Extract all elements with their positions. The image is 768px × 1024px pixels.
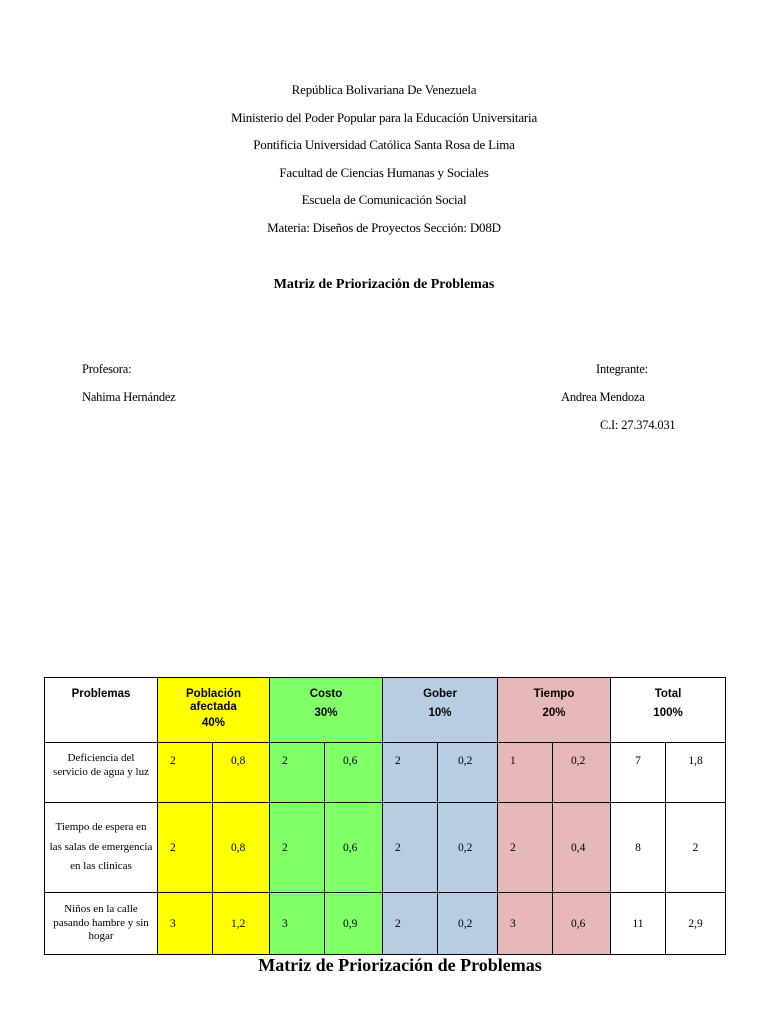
header-line-faculty: Facultad de Ciencias Humanas y Sociales (279, 164, 489, 180)
value-cell: 1,8 (666, 743, 726, 803)
priority-matrix-table (44, 677, 726, 955)
value-cell: 2 (383, 803, 438, 893)
value-cell: 2 (498, 803, 553, 893)
value-cell: 3 (270, 893, 325, 955)
problem-cell: Niños en la calle pasando hambre y sin hogar (45, 893, 158, 955)
header-gober-label: Gober (423, 688, 457, 700)
problem-cell: Deficiencia del servicio de agua y luz (45, 743, 158, 803)
header-time (498, 678, 611, 743)
header-cost-percent: 30% (314, 707, 338, 719)
value-cell: 0,8 (213, 743, 270, 803)
header-line-subject: Materia: Diseños de Proyectos Sección: D08D (267, 219, 501, 235)
header-total-label: Total (654, 688, 682, 700)
value-cell: 0,4 (553, 803, 611, 893)
value-cell: 2 (270, 743, 325, 803)
value-cell: 2,9 (666, 893, 726, 955)
value-cell: 0,8 (213, 803, 270, 893)
table-row (45, 743, 726, 803)
value-cell: 3 (498, 893, 553, 955)
value-cell: 2 (666, 803, 726, 893)
header-population (158, 678, 270, 743)
header-line-ministry: Ministerio del Poder Popular para la Educación Universitaria (230, 109, 538, 125)
value-cell: 2 (158, 803, 213, 893)
value-cell: 0,6 (325, 743, 383, 803)
value-cell: 0,2 (438, 743, 498, 803)
value-cell: 11 (611, 893, 666, 955)
header-total (611, 678, 726, 743)
header-population-label: Población afectada (186, 688, 241, 713)
header-time-percent: 20% (542, 707, 566, 719)
header-line-republic: República Bolivariana De Venezuela (291, 82, 477, 97)
header-cost (270, 678, 383, 743)
value-cell: 1,2 (213, 893, 270, 955)
member-name: Andrea Mendoza (561, 390, 645, 404)
table-header-row (45, 678, 726, 743)
value-cell: 2 (383, 893, 438, 955)
header-problems (45, 678, 158, 743)
professor-label: Profesora: (82, 362, 132, 376)
member-label: Integrante: (596, 362, 648, 376)
header-time-label: Tiempo (533, 688, 575, 700)
header-total-percent: 100% (653, 707, 683, 719)
value-cell: 8 (611, 803, 666, 893)
value-cell: 0,6 (325, 803, 383, 893)
value-cell: 0,9 (325, 893, 383, 955)
value-cell: 0,2 (438, 893, 498, 955)
footer-title: Matriz de Priorización de Problemas (258, 955, 542, 975)
value-cell: 3 (158, 893, 213, 955)
value-cell: 0,6 (553, 893, 611, 955)
header-gober-percent: 10% (428, 707, 452, 719)
value-cell: 2 (383, 743, 438, 803)
table-row (45, 803, 726, 893)
value-cell: 0,2 (438, 803, 498, 893)
document-title: Matriz de Priorización de Problemas (273, 277, 495, 292)
table-row (45, 893, 726, 955)
header-cost-label: Costo (309, 688, 343, 700)
header-line-school: Escuela de Comunicación Social (301, 192, 467, 208)
value-cell: 2 (270, 803, 325, 893)
value-cell: 0,2 (553, 743, 611, 803)
header-problems-label: Problemas (71, 688, 131, 700)
member-id: C.I: 27.374.031 (600, 418, 676, 432)
header-population-percent: 40% (201, 717, 226, 729)
value-cell: 7 (611, 743, 666, 803)
value-cell: 1 (498, 743, 553, 803)
header-gober (383, 678, 498, 743)
header-line-university: Pontificia Universidad Católica Santa Rosa de Lima (253, 137, 515, 153)
institution-header (0, 82, 768, 248)
problem-cell: Tiempo de espera en las salas de emergencia en las clinicas (45, 803, 158, 893)
value-cell: 2 (158, 743, 213, 803)
professor-name: Nahima Hernández (82, 390, 176, 404)
